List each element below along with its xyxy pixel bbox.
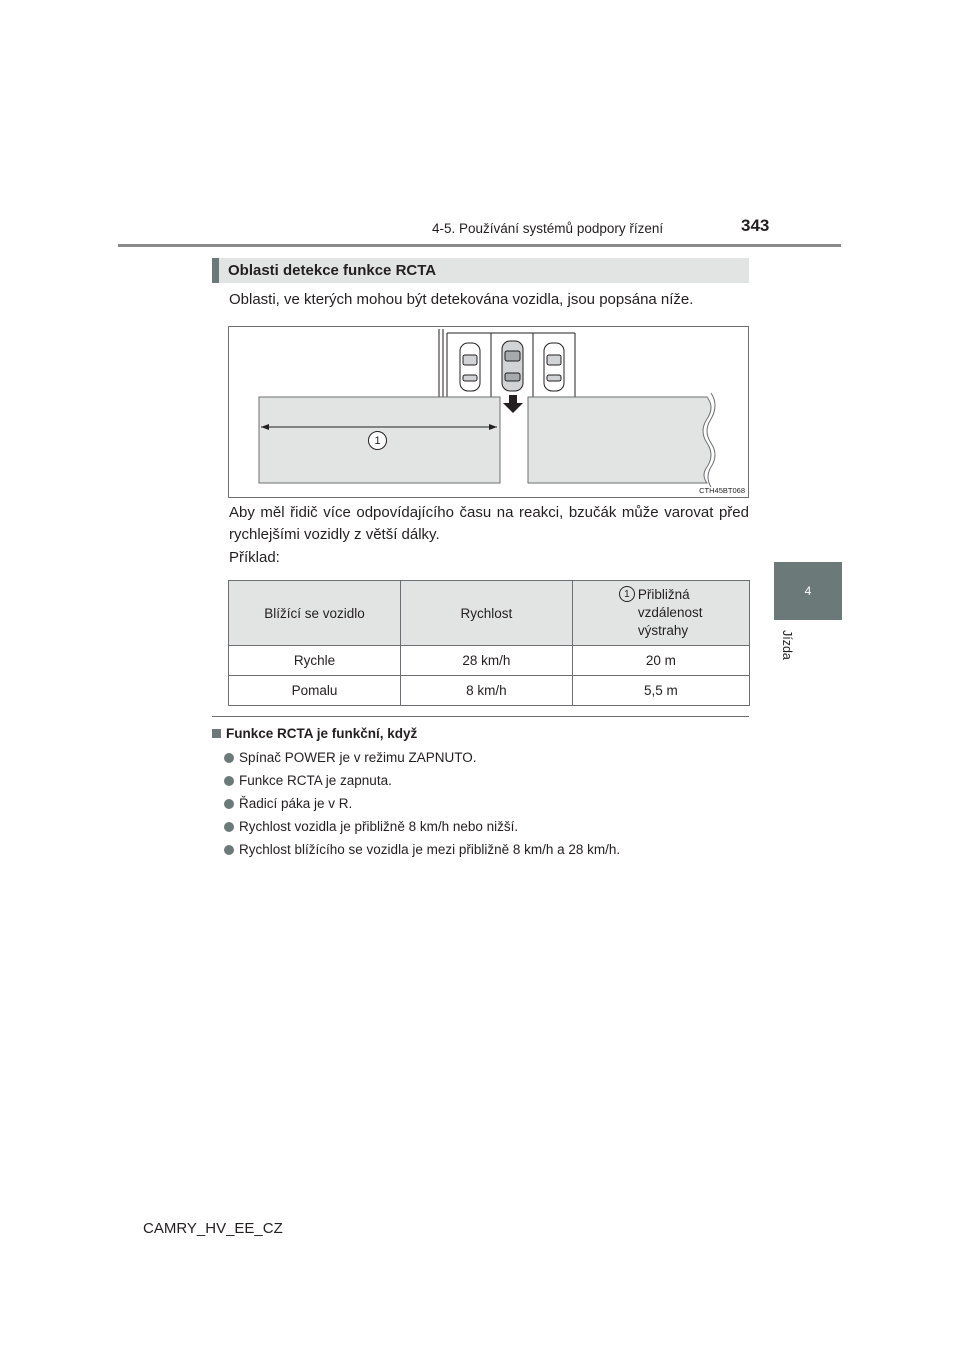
car-center: [502, 341, 523, 391]
header-approaching-vehicle: Blížící se vozidlo: [229, 581, 401, 646]
chapter-tab: [774, 562, 842, 620]
example-label: Příklad:: [229, 549, 280, 566]
car-right: [544, 343, 564, 391]
list-item: [224, 769, 620, 792]
bullet-dot-icon: [224, 753, 234, 763]
detection-area-right: [528, 397, 711, 483]
detection-area-diagram: [229, 327, 750, 499]
header-distance-label: Přibližná vzdálenost výstrahy: [637, 587, 703, 638]
chapter-label: Jízda: [780, 630, 794, 660]
bullet-dot-icon: [224, 776, 234, 786]
section-title: Oblasti detekce funkce RCTA: [228, 262, 437, 279]
table-cell: 8 km/h: [400, 676, 572, 706]
list-item: [224, 838, 620, 861]
square-bullet-icon: [212, 729, 221, 738]
list-item-text: Rychlost vozidla je přibližně 8 km/h nebo nižší.: [239, 819, 519, 834]
header-section-title: 4-5. Používání systémů podpory řízení: [432, 221, 664, 236]
header-callout: 1: [619, 586, 635, 602]
section-divider: [212, 716, 749, 717]
table-row: [229, 646, 750, 676]
callout-number: 1: [368, 431, 387, 450]
figure-code: CTH45BT068: [699, 486, 745, 495]
list-item-text: Rychlost blížícího se vozidla je mezi přibližně 8 km/h a 28 km/h.: [239, 842, 621, 857]
table-cell: Rychle: [229, 646, 401, 676]
page-number: 343: [741, 216, 770, 235]
table-cell: 28 km/h: [400, 646, 572, 676]
section-heading: [212, 258, 749, 283]
table-cell: 20 m: [572, 646, 749, 676]
warning-distance-table: [228, 580, 750, 706]
table-cell: Pomalu: [229, 676, 401, 706]
bullet-dot-icon: [224, 822, 234, 832]
conditions-list: [224, 746, 620, 861]
list-item: [224, 815, 620, 838]
list-item-text: Funkce RCTA je zapnuta.: [239, 773, 392, 788]
detection-area-figure: [228, 326, 749, 498]
list-item-text: Řadicí páka je v R.: [239, 796, 353, 811]
header-rule: [118, 244, 841, 247]
header-speed: Rychlost: [400, 581, 572, 646]
list-item: [224, 746, 620, 769]
car-left: [460, 343, 480, 391]
reverse-arrow-icon: [503, 395, 523, 413]
section-heading-bar: [212, 258, 219, 283]
footer-model-code: CAMRY_HV_EE_CZ: [143, 1220, 283, 1237]
chapter-number: 4: [804, 584, 812, 598]
bullet-dot-icon: [224, 799, 234, 809]
reaction-paragraph: Aby měl řidič více odpovídajícího času na reakci, bzučák může varovat před rychlejšími vozidly z větší dálky.: [229, 504, 749, 543]
conditions-title: Funkce RCTA je funkční, když: [226, 726, 418, 741]
conditions-heading: [212, 726, 417, 741]
list-item-text: Spínač POWER je v režimu ZAPNUTO.: [239, 750, 477, 765]
table-row: [229, 676, 750, 706]
intro-text: Oblasti, ve kterých mohou být detekována vozidla, jsou popsána níže.: [229, 291, 694, 308]
table-cell: 5,5 m: [572, 676, 749, 706]
list-item: [224, 792, 620, 815]
bullet-dot-icon: [224, 845, 234, 855]
table-header-row: [229, 581, 750, 646]
header-distance: [572, 581, 749, 646]
